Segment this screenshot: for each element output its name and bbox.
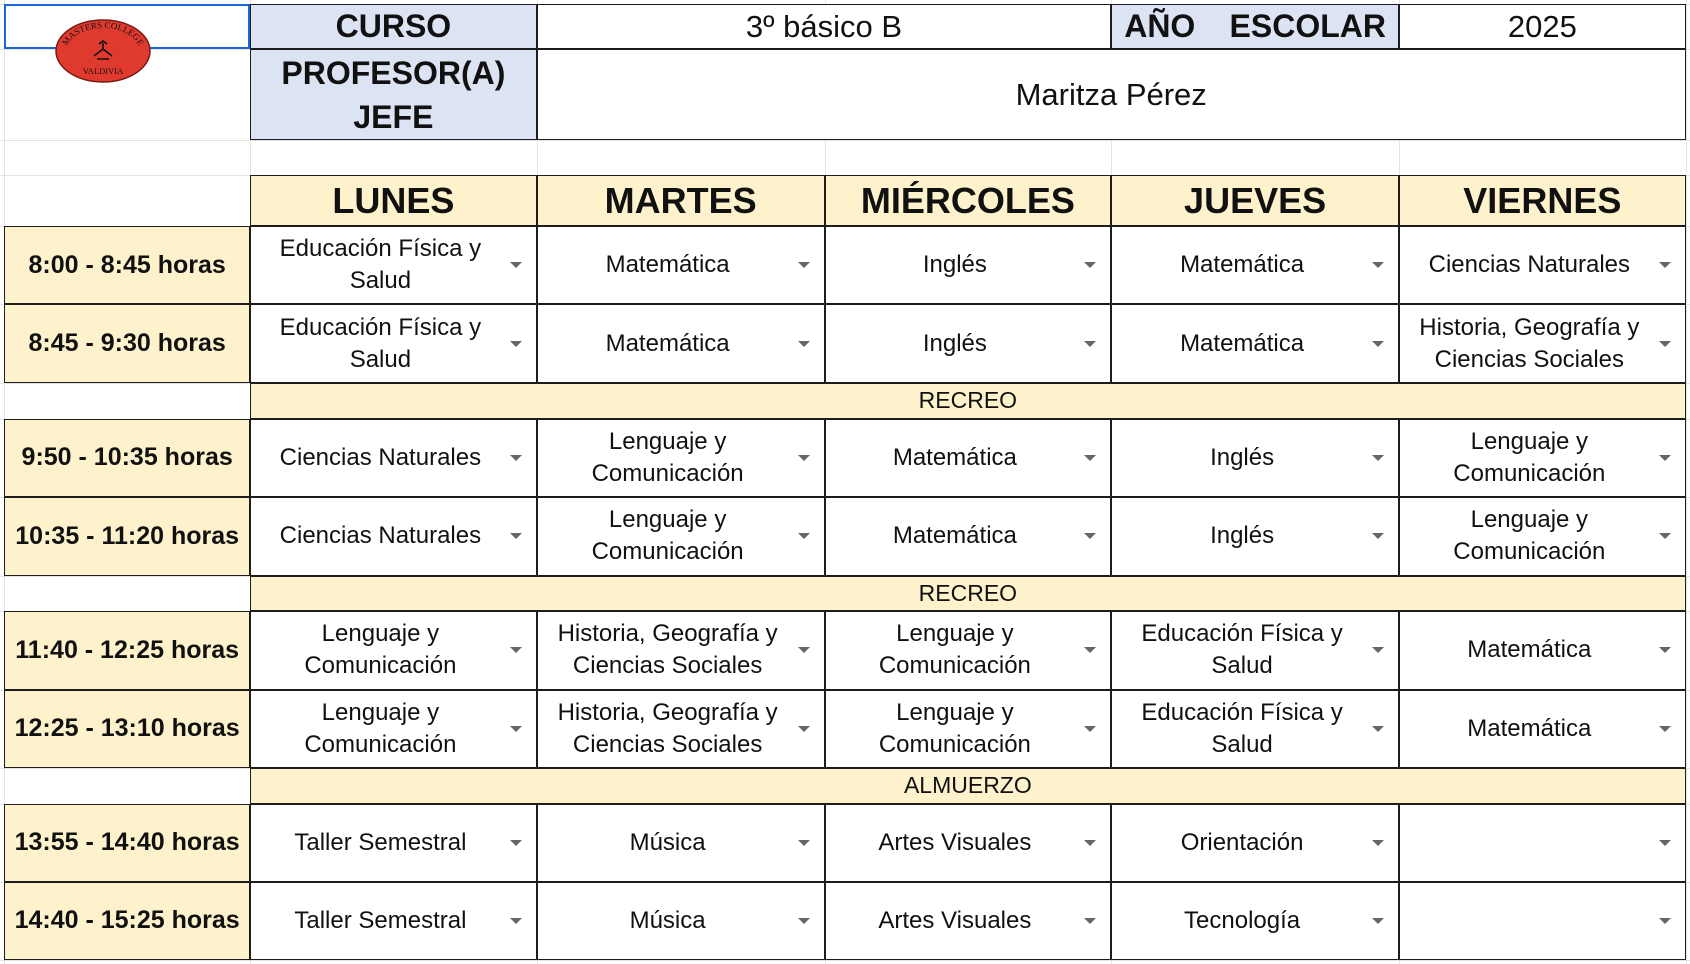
subject-text (834, 827, 1077, 859)
break-row[interactable] (250, 383, 1686, 419)
dropdown-arrow-icon[interactable] (510, 726, 522, 732)
subject-dropdown-cell[interactable] (537, 804, 825, 883)
subject-text (1120, 442, 1364, 474)
subject-dropdown-cell[interactable] (537, 419, 825, 498)
dropdown-arrow-icon[interactable] (510, 455, 522, 461)
dropdown-arrow-icon[interactable] (798, 341, 810, 347)
time-slot-cell[interactable] (4, 497, 250, 576)
dropdown-arrow-icon[interactable] (1659, 647, 1671, 653)
subject-text (1120, 618, 1364, 682)
dropdown-arrow-icon[interactable] (1084, 726, 1096, 732)
dropdown-arrow-icon[interactable] (1372, 455, 1384, 461)
curso-value-cell[interactable] (537, 4, 1111, 49)
subject-dropdown-cell[interactable] (1399, 497, 1686, 576)
dropdown-arrow-icon[interactable] (510, 533, 522, 539)
subject-dropdown-cell[interactable] (825, 304, 1112, 383)
subject-dropdown-cell[interactable] (1111, 304, 1399, 383)
subject-text (1408, 426, 1651, 490)
time-slot-cell[interactable] (4, 304, 250, 383)
day-header-label: MARTES (604, 179, 757, 221)
subject-text (259, 520, 502, 552)
subject-text (834, 697, 1077, 761)
subject-text-line: Salud (1211, 730, 1273, 758)
subject-dropdown-cell[interactable] (537, 882, 825, 959)
dropdown-arrow-icon[interactable] (1084, 341, 1096, 347)
subject-text-line: Matemática (605, 251, 730, 279)
subject-text-line: Lenguaje y (608, 506, 727, 534)
subject-text (1120, 328, 1364, 360)
day-header-label: LUNES (332, 179, 455, 221)
profesor-value: Maritza Pérez (1015, 76, 1207, 112)
subject-dropdown-cell[interactable] (825, 419, 1112, 498)
dropdown-arrow-icon[interactable] (1372, 647, 1384, 653)
escolar-label-word: ESCOLAR (1229, 8, 1386, 45)
subject-dropdown-cell[interactable] (250, 882, 537, 959)
school-logo (54, 18, 152, 84)
subject-text (834, 520, 1077, 552)
subject-dropdown-cell[interactable] (250, 690, 537, 769)
curso-value: 3º básico B (745, 8, 902, 44)
subject-text (1120, 520, 1364, 552)
subject-text-line: Ciencias Naturales (1428, 251, 1631, 279)
subject-dropdown-cell[interactable] (825, 690, 1112, 769)
subject-text (546, 426, 790, 490)
svg-text:MASTERS COLLEGE: MASTERS COLLEGE (60, 19, 147, 48)
day-header-label: VIERNES (1463, 179, 1622, 221)
subject-text-line: Taller Semestral (294, 828, 467, 856)
subject-text-line: Lenguaje y (608, 427, 727, 455)
subject-text-line: Historia, Geografía y (557, 620, 778, 648)
dropdown-arrow-icon[interactable] (510, 262, 522, 268)
subject-text-line: Inglés (922, 329, 987, 357)
curso-label: CURSO (335, 8, 452, 45)
dropdown-arrow-icon[interactable] (1659, 726, 1671, 732)
subject-dropdown-cell[interactable] (537, 304, 825, 383)
subject-text-line: Matemática (892, 522, 1017, 550)
subject-text-line: Ciencias Naturales (279, 522, 482, 550)
subject-text-line: Matemática (1180, 251, 1305, 279)
dropdown-arrow-icon[interactable] (798, 726, 810, 732)
dropdown-arrow-icon[interactable] (510, 647, 522, 653)
subject-text-line: Taller Semestral (294, 906, 467, 934)
subject-text-line: Música (629, 906, 706, 934)
subject-dropdown-cell[interactable] (825, 497, 1112, 576)
dropdown-arrow-icon[interactable] (1659, 533, 1671, 539)
subject-text-line: Educación Física y (279, 235, 482, 263)
time-slot-label: 8:00 - 8:45 horas (28, 250, 226, 279)
subject-dropdown-cell[interactable] (1111, 611, 1399, 690)
subject-text (259, 697, 502, 761)
time-slot-label: 12:25 - 13:10 horas (14, 714, 240, 743)
subject-dropdown-cell[interactable] (825, 882, 1112, 959)
grid-line (0, 140, 1690, 141)
subject-dropdown-cell[interactable] (1399, 882, 1686, 959)
subject-text-line: Matemática (605, 329, 730, 357)
subject-text-line: Historia, Geografía y (1419, 313, 1640, 341)
subject-dropdown-cell[interactable] (537, 497, 825, 576)
dropdown-arrow-icon[interactable] (1084, 262, 1096, 268)
dropdown-arrow-icon[interactable] (798, 455, 810, 461)
break-label: RECREO (918, 579, 1018, 606)
dropdown-arrow-icon[interactable] (1372, 918, 1384, 924)
day-header-lunes[interactable] (250, 175, 537, 226)
subject-text-line: Lenguaje y (321, 698, 440, 726)
subject-text (1408, 504, 1651, 568)
subject-text-line: Lenguaje y (896, 620, 1014, 648)
subject-text-line: Orientación (1180, 828, 1304, 856)
dropdown-arrow-icon[interactable] (1372, 726, 1384, 732)
dropdown-arrow-icon[interactable] (1372, 341, 1384, 347)
subject-text (834, 442, 1077, 474)
subject-text (546, 697, 790, 761)
dropdown-arrow-icon[interactable] (1659, 262, 1671, 268)
subject-text-line: Ciencias Naturales (279, 443, 482, 471)
break-row[interactable] (250, 576, 1686, 612)
subject-text (259, 312, 502, 376)
ano-escolar-value: 2025 (1507, 8, 1577, 44)
grid-line (1686, 0, 1687, 964)
subject-text (1120, 697, 1364, 761)
time-slot-label: 13:55 - 14:40 horas (14, 828, 240, 857)
time-slot-cell[interactable] (4, 690, 250, 769)
subject-dropdown-cell[interactable] (537, 611, 825, 690)
dropdown-arrow-icon[interactable] (1659, 455, 1671, 461)
subject-dropdown-cell[interactable] (1399, 304, 1686, 383)
subject-text (259, 827, 502, 859)
dropdown-arrow-icon[interactable] (1659, 840, 1671, 846)
time-slot-label: 9:50 - 10:35 horas (21, 443, 233, 472)
day-header-viernes[interactable] (1399, 175, 1686, 226)
time-slot-cell[interactable] (4, 419, 250, 498)
dropdown-arrow-icon[interactable] (1084, 647, 1096, 653)
subject-dropdown-cell[interactable] (1111, 690, 1399, 769)
day-header-jueves[interactable] (1111, 175, 1399, 226)
subject-text (1408, 249, 1651, 281)
grid-line (0, 960, 1690, 961)
subject-text (259, 905, 502, 937)
subject-text-line: Educación Física y (1141, 620, 1343, 648)
dropdown-arrow-icon[interactable] (798, 840, 810, 846)
subject-text-line: Inglés (1210, 522, 1275, 550)
dropdown-arrow-icon[interactable] (1372, 262, 1384, 268)
dropdown-arrow-icon[interactable] (1084, 918, 1096, 924)
subject-text (259, 442, 502, 474)
subject-text-line: Salud (349, 267, 412, 295)
dropdown-arrow-icon[interactable] (1084, 455, 1096, 461)
subject-dropdown-cell[interactable] (1111, 882, 1399, 959)
day-header-label: MIÉRCOLES (860, 179, 1075, 221)
subject-text-line: Ciencias Sociales (1434, 345, 1625, 373)
subject-text-line: Matemática (1467, 714, 1592, 742)
time-slot-cell[interactable] (4, 882, 250, 959)
subject-dropdown-cell[interactable] (537, 690, 825, 769)
day-header-martes[interactable] (537, 175, 825, 226)
time-slot-cell[interactable] (4, 804, 250, 883)
break-label: RECREO (918, 387, 1018, 414)
subject-text-line: Lenguaje y (321, 620, 440, 648)
subject-dropdown-cell[interactable] (1399, 226, 1686, 305)
time-slot-label: 14:40 - 15:25 horas (14, 906, 240, 935)
dropdown-arrow-icon[interactable] (1372, 533, 1384, 539)
dropdown-arrow-icon[interactable] (510, 918, 522, 924)
subject-text-line: Comunicación (304, 730, 457, 758)
time-slot-label: 8:45 - 9:30 horas (28, 329, 226, 358)
subject-text (546, 504, 790, 568)
profesor-label-cell[interactable] (250, 49, 537, 139)
subject-text (1120, 827, 1364, 859)
profesor-label-line2: JEFE (353, 98, 434, 135)
subject-text (834, 618, 1077, 682)
profesor-value-cell[interactable] (537, 49, 1686, 139)
subject-dropdown-cell[interactable] (250, 611, 537, 690)
subject-dropdown-cell[interactable] (1399, 690, 1686, 769)
break-row[interactable] (250, 768, 1686, 804)
dropdown-arrow-icon[interactable] (798, 918, 810, 924)
subject-text-line: Comunicación (878, 652, 1031, 680)
subject-dropdown-cell[interactable] (250, 497, 537, 576)
subject-text-line: Lenguaje y (1470, 506, 1589, 534)
dropdown-arrow-icon[interactable] (1084, 840, 1096, 846)
dropdown-arrow-icon[interactable] (798, 262, 810, 268)
break-label: ALMUERZO (903, 772, 1032, 799)
subject-text-line: Educación Física y (279, 313, 482, 341)
subject-text (546, 249, 790, 281)
subject-dropdown-cell[interactable] (250, 419, 537, 498)
dropdown-arrow-icon[interactable] (510, 341, 522, 347)
dropdown-arrow-icon[interactable] (798, 647, 810, 653)
subject-dropdown-cell[interactable] (1399, 611, 1686, 690)
subject-text (1408, 713, 1651, 745)
subject-text (834, 249, 1077, 281)
subject-text (259, 618, 502, 682)
subject-text (1120, 905, 1364, 937)
curso-label-cell[interactable] (250, 4, 537, 49)
subject-text (259, 233, 502, 297)
subject-text (546, 618, 790, 682)
subject-text (1120, 249, 1364, 281)
dropdown-arrow-icon[interactable] (1084, 533, 1096, 539)
subject-dropdown-cell[interactable] (825, 226, 1112, 305)
ano-label-word: AÑO (1124, 8, 1196, 45)
subject-dropdown-cell[interactable] (825, 804, 1112, 883)
dropdown-arrow-icon[interactable] (510, 840, 522, 846)
time-slot-cell[interactable] (4, 226, 250, 305)
subject-text-line: Comunicación (591, 459, 744, 487)
day-header-label: JUEVES (1184, 179, 1327, 221)
profesor-label-line1: PROFESOR(A) (281, 54, 506, 91)
subject-text-line: Matemática (892, 443, 1017, 471)
subject-dropdown-cell[interactable] (250, 226, 537, 305)
subject-dropdown-cell[interactable] (1399, 804, 1686, 883)
subject-dropdown-cell[interactable] (250, 804, 537, 883)
dropdown-arrow-icon[interactable] (798, 533, 810, 539)
subject-dropdown-cell[interactable] (825, 611, 1112, 690)
subject-text-line: Ciencias Sociales (572, 730, 763, 758)
subject-text-line: Inglés (922, 251, 987, 279)
subject-text-line: Inglés (1210, 443, 1275, 471)
subject-text-line: Lenguaje y (896, 698, 1014, 726)
day-header-miércoles[interactable] (825, 175, 1112, 226)
subject-dropdown-cell[interactable] (1111, 497, 1399, 576)
subject-text-line: Tecnología (1184, 906, 1301, 934)
svg-text:VALDIVIA: VALDIVIA (82, 66, 124, 76)
subject-text-line: Artes Visuales (878, 828, 1032, 856)
subject-text-line: Lenguaje y (1470, 427, 1589, 455)
subject-dropdown-cell[interactable] (1111, 804, 1399, 883)
ano-escolar-label-cell[interactable] (1111, 4, 1399, 49)
subject-text-line: Salud (349, 345, 412, 373)
time-slot-label: 10:35 - 11:20 horas (15, 521, 240, 550)
ano-escolar-value-cell[interactable] (1399, 4, 1686, 49)
dropdown-arrow-icon[interactable] (1372, 840, 1384, 846)
subject-text-line: Música (629, 828, 706, 856)
time-slot-label: 11:40 - 12:25 horas (15, 635, 240, 664)
subject-text-line: Comunicación (1453, 538, 1606, 566)
subject-text-line: Comunicación (878, 730, 1031, 758)
subject-text (834, 328, 1077, 360)
subject-text (546, 328, 790, 360)
subject-text-line: Comunicación (304, 652, 457, 680)
subject-dropdown-cell[interactable] (1111, 226, 1399, 305)
subject-text-line: Matemática (1467, 636, 1592, 664)
subject-text-line: Educación Física y (1141, 698, 1343, 726)
subject-text (1408, 312, 1651, 376)
subject-text (834, 905, 1077, 937)
subject-text-line: Artes Visuales (878, 906, 1032, 934)
subject-dropdown-cell[interactable] (537, 226, 825, 305)
subject-dropdown-cell[interactable] (1111, 419, 1399, 498)
subject-text-line: Historia, Geografía y (557, 698, 778, 726)
dropdown-arrow-icon[interactable] (1659, 341, 1671, 347)
dropdown-arrow-icon[interactable] (1659, 918, 1671, 924)
subject-text-line: Comunicación (1453, 459, 1606, 487)
subject-text (546, 905, 790, 937)
time-slot-cell[interactable] (4, 611, 250, 690)
subject-text-line: Ciencias Sociales (572, 652, 763, 680)
subject-dropdown-cell[interactable] (1399, 419, 1686, 498)
subject-text-line: Salud (1211, 652, 1273, 680)
subject-text-line: Matemática (1180, 329, 1305, 357)
subject-text-line: Comunicación (591, 538, 744, 566)
subject-text (546, 827, 790, 859)
subject-dropdown-cell[interactable] (250, 304, 537, 383)
subject-text (1408, 634, 1651, 666)
